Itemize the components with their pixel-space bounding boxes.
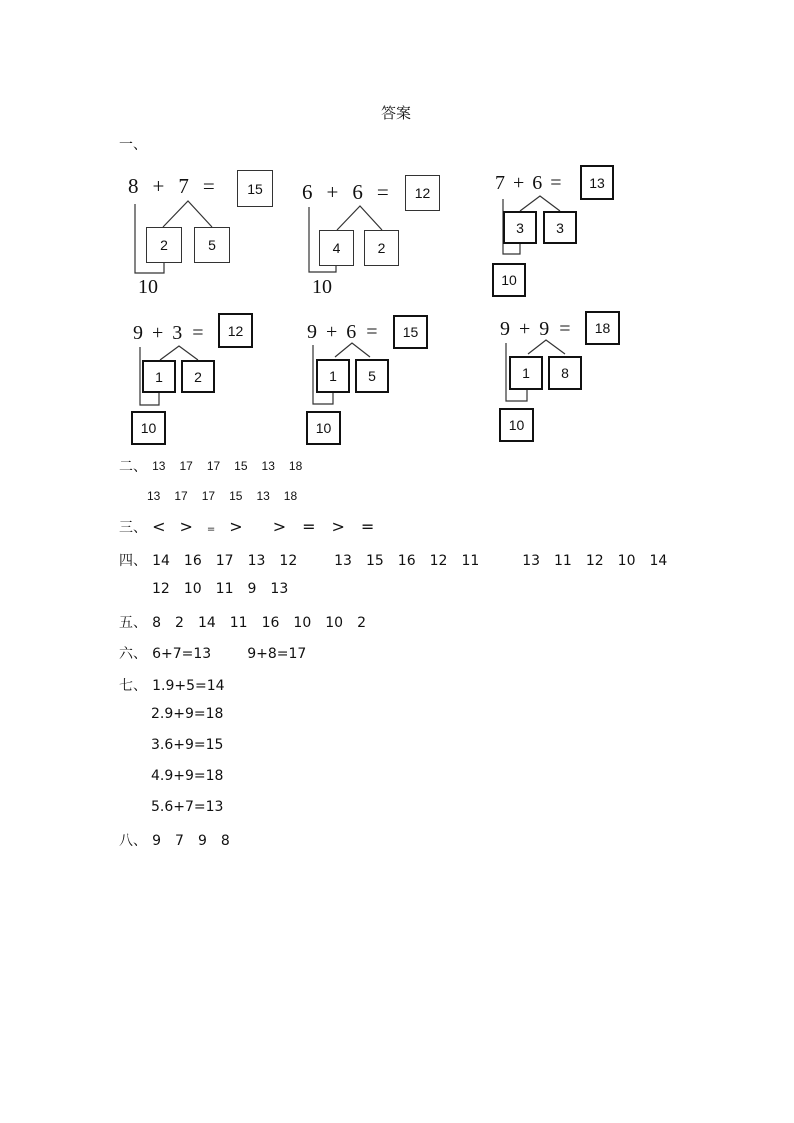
answer-value: 8 <box>152 615 162 631</box>
answer-box: 18 <box>585 311 620 345</box>
answer-value: 8 <box>220 833 230 849</box>
answer-value: 15 <box>365 553 384 569</box>
answer-value: 15 <box>234 459 248 473</box>
section-4 <box>119 550 667 570</box>
section-8 <box>119 830 230 850</box>
answer-box: 13 <box>580 165 614 200</box>
plus-sign: + <box>152 174 165 198</box>
answer-value: 7 <box>175 833 184 849</box>
addend-b: 6 <box>532 172 543 194</box>
equation-3 <box>495 172 562 195</box>
addend-b: 7 <box>178 174 189 198</box>
answer-value: 14 <box>152 553 170 569</box>
section-3 <box>119 517 374 537</box>
answer-value: 10 <box>293 615 312 631</box>
section-2-label: 二、 <box>119 459 147 475</box>
answer-value: 15 <box>229 489 243 503</box>
answer-value: 9 <box>197 833 207 849</box>
answer-value: 12 <box>152 581 170 597</box>
plus-sign: + <box>326 321 338 343</box>
answer-value: 2 <box>357 615 366 631</box>
answer-value: 13 <box>247 553 266 569</box>
answer-value: 18 <box>283 489 298 503</box>
ten-box: 10 <box>499 408 534 442</box>
answer-value: 13 <box>256 489 270 503</box>
answer-value: 14 <box>649 553 668 569</box>
section-6 <box>119 643 306 663</box>
ten-label: 10 <box>312 276 332 298</box>
section-7-label: 七、 <box>119 678 147 694</box>
section-6-label: 六、 <box>119 646 147 662</box>
addend-a: 9 <box>500 318 510 340</box>
answer-value: 11 <box>461 553 480 569</box>
page-title: 答案 <box>381 104 412 122</box>
split-box-2: 8 <box>548 356 582 390</box>
answer-value: 9 <box>152 833 162 849</box>
compare-symbol: > <box>331 517 345 536</box>
equation-answer: 2.9+9=18 <box>151 706 224 722</box>
answer-value: 10 <box>183 581 202 597</box>
ten-box: 10 <box>492 263 526 297</box>
answer-value: 11 <box>229 615 248 631</box>
equation-2 <box>302 180 389 205</box>
answer-value: 13 <box>522 553 541 569</box>
split-box-1: 4 <box>319 230 354 266</box>
answer-value: 17 <box>179 459 193 473</box>
answer-box: 15 <box>393 315 428 349</box>
equation-answer: 5.6+7=13 <box>151 799 224 815</box>
answer-value: 17 <box>201 489 216 503</box>
split-box-1: 3 <box>503 211 537 244</box>
section-2 <box>119 456 302 476</box>
split-box-1: 1 <box>509 356 543 390</box>
compare-symbol: > <box>229 517 243 536</box>
plus-sign: + <box>513 172 525 194</box>
answer-value: 13 <box>261 459 275 473</box>
equation-answer: 4.9+9=18 <box>151 768 224 784</box>
answer-value: 11 <box>554 553 572 569</box>
section-5 <box>119 612 366 632</box>
answer-value: 13 <box>147 489 161 503</box>
answer-box: 12 <box>405 175 440 211</box>
equals-sign: = <box>192 322 204 344</box>
answer-value: 12 <box>429 553 448 569</box>
plus-sign: + <box>519 318 531 340</box>
answer-value: 12 <box>279 553 298 569</box>
answer-value: 11 <box>215 581 234 597</box>
equation-1 <box>128 174 215 199</box>
equation-5 <box>307 321 378 344</box>
equation-answer: 1.9+5=14 <box>152 678 225 694</box>
addend-a: 6 <box>302 180 313 204</box>
ten-box: 10 <box>131 411 166 445</box>
equation-4 <box>133 322 204 345</box>
answer-value: 16 <box>183 553 202 569</box>
answer-value: 17 <box>174 489 188 503</box>
plus-sign: + <box>152 322 164 344</box>
equation-answer: 3.6+9=15 <box>151 737 224 753</box>
split-box-2: 2 <box>364 230 399 266</box>
ten-label: 10 <box>138 276 158 298</box>
compare-symbol: > <box>179 517 193 536</box>
answer-value: 14 <box>197 615 216 631</box>
answer-value: 17 <box>206 459 221 473</box>
compare-symbol: < <box>152 517 166 536</box>
answer-value: 10 <box>617 553 636 569</box>
split-box-2: 2 <box>181 360 215 393</box>
answer-value: 16 <box>397 553 416 569</box>
answer-value: 16 <box>261 615 280 631</box>
equation-answer: 9+8=17 <box>247 646 307 662</box>
equals-sign: = <box>366 321 378 343</box>
answer-value: 2 <box>175 615 184 631</box>
section-8-label: 八、 <box>119 833 147 849</box>
addend-a: 7 <box>495 172 505 194</box>
section-5-label: 五、 <box>119 615 147 631</box>
split-box-1: 1 <box>316 359 350 393</box>
equals-sign: = <box>202 174 215 198</box>
answer-value: 9 <box>247 581 257 597</box>
equation-answer: 6+7=13 <box>152 646 212 662</box>
ten-box: 10 <box>306 411 341 445</box>
answer-value: 13 <box>334 553 352 569</box>
section-7 <box>119 675 225 695</box>
equation-6 <box>500 318 571 341</box>
answer-value: 13 <box>270 581 289 597</box>
answer-value: 12 <box>585 553 604 569</box>
addend-b: 6 <box>346 321 357 343</box>
split-box-1: 1 <box>142 360 176 393</box>
answer-value: 17 <box>215 553 234 569</box>
answer-box: 15 <box>237 170 273 207</box>
split-box-2: 5 <box>194 227 230 263</box>
split-box-2: 5 <box>355 359 389 393</box>
addend-a: 8 <box>128 174 139 198</box>
split-box-2: 3 <box>543 211 577 244</box>
answer-value: 13 <box>152 459 166 473</box>
compare-symbol: = <box>302 517 316 536</box>
section-3-label: 三、 <box>119 520 147 536</box>
addend-b: 3 <box>172 322 183 344</box>
compare-symbol: = <box>360 517 375 536</box>
equals-sign: = <box>559 318 571 340</box>
compare-symbol: > <box>272 517 287 536</box>
answer-value: 10 <box>325 615 344 631</box>
answer-value: 18 <box>288 459 303 473</box>
plus-sign: + <box>326 180 339 204</box>
equals-sign: = <box>376 180 389 204</box>
compare-symbol: = <box>206 524 216 535</box>
addend-a: 9 <box>307 321 317 343</box>
section-4-label: 四、 <box>119 553 147 569</box>
section-4-row-2 <box>152 581 288 597</box>
addend-b: 9 <box>539 318 550 340</box>
addend-b: 6 <box>352 180 363 204</box>
addend-a: 9 <box>133 322 143 344</box>
answer-box: 12 <box>218 313 253 348</box>
section-2-row-2 <box>147 489 297 503</box>
split-box-1: 2 <box>146 227 182 263</box>
equals-sign: = <box>550 172 562 194</box>
section-1-label: 一、 <box>119 137 147 153</box>
